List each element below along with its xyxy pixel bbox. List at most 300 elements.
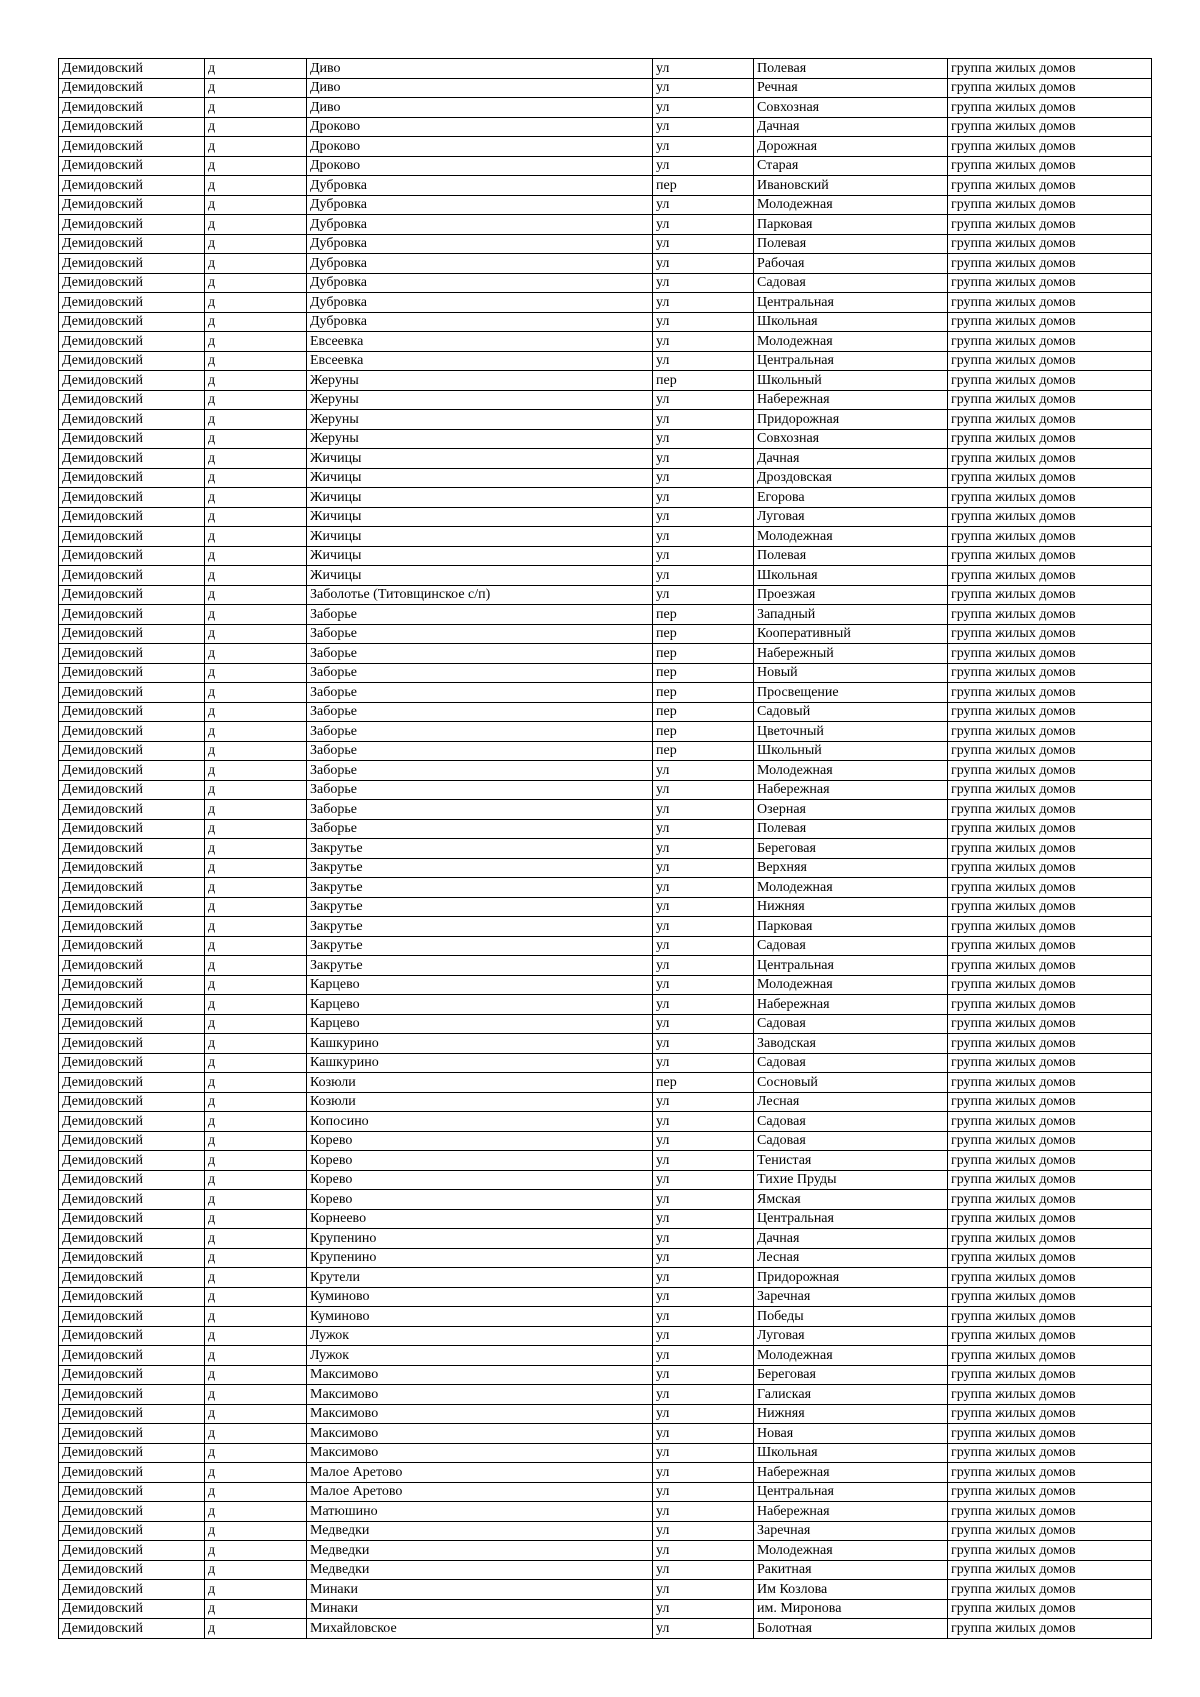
table-row [59, 839, 1152, 859]
table-row [59, 1365, 1152, 1385]
object-type-cell: группа жилых домов [948, 741, 1152, 761]
street-name-cell: Придорожная [754, 1268, 948, 1288]
district-cell: Демидовский [59, 1580, 205, 1600]
locality-type-cell: д [205, 1346, 307, 1366]
street-name-cell: Просвещение [754, 683, 948, 703]
locality-type-cell: д [205, 1151, 307, 1171]
street-name-cell: Молодежная [754, 761, 948, 781]
object-type-cell: группа жилых домов [948, 1385, 1152, 1405]
locality-name-cell: Медведки [307, 1560, 653, 1580]
street-name-cell: Речная [754, 78, 948, 98]
street-type-cell: ул [653, 1404, 754, 1424]
locality-type-cell: д [205, 215, 307, 235]
locality-name-cell: Дубровка [307, 195, 653, 215]
locality-name-cell: Минаки [307, 1580, 653, 1600]
locality-type-cell: д [205, 371, 307, 391]
object-type-cell: группа жилых домов [948, 1287, 1152, 1307]
locality-type-cell: д [205, 956, 307, 976]
locality-type-cell: д [205, 332, 307, 352]
district-cell: Демидовский [59, 1053, 205, 1073]
street-name-cell: Молодежная [754, 332, 948, 352]
object-type-cell: группа жилых домов [948, 1268, 1152, 1288]
district-cell: Демидовский [59, 1112, 205, 1132]
table-row [59, 1073, 1152, 1093]
district-cell: Демидовский [59, 449, 205, 469]
table-row [59, 741, 1152, 761]
object-type-cell: группа жилых домов [948, 1346, 1152, 1366]
object-type-cell: группа жилых домов [948, 156, 1152, 176]
object-type-cell: группа жилых домов [948, 98, 1152, 118]
street-type-cell: ул [653, 585, 754, 605]
table-row [59, 1619, 1152, 1639]
locality-name-cell: Заборье [307, 800, 653, 820]
object-type-cell: группа жилых домов [948, 1580, 1152, 1600]
district-cell: Демидовский [59, 176, 205, 196]
locality-type-cell: д [205, 390, 307, 410]
district-cell: Демидовский [59, 410, 205, 430]
locality-type-cell: д [205, 234, 307, 254]
table-row [59, 488, 1152, 508]
locality-type-cell: д [205, 1385, 307, 1405]
locality-name-cell: Крупенино [307, 1248, 653, 1268]
street-type-cell: ул [653, 1580, 754, 1600]
locality-type-cell: д [205, 1424, 307, 1444]
street-name-cell: Верхняя [754, 858, 948, 878]
street-type-cell: ул [653, 956, 754, 976]
locality-type-cell: д [205, 429, 307, 449]
street-type-cell: ул [653, 215, 754, 235]
district-cell: Демидовский [59, 1521, 205, 1541]
locality-name-cell: Закрутье [307, 858, 653, 878]
street-name-cell: Дачная [754, 1229, 948, 1249]
locality-type-cell: д [205, 351, 307, 371]
locality-type-cell: д [205, 1326, 307, 1346]
locality-type-cell: д [205, 741, 307, 761]
table-row [59, 527, 1152, 547]
object-type-cell: группа жилых домов [948, 273, 1152, 293]
locality-name-cell: Корево [307, 1170, 653, 1190]
street-name-cell: Егорова [754, 488, 948, 508]
locality-type-cell: д [205, 1190, 307, 1210]
object-type-cell: группа жилых домов [948, 780, 1152, 800]
street-type-cell: ул [653, 1092, 754, 1112]
table-row [59, 1112, 1152, 1132]
table-row [59, 1092, 1152, 1112]
table-row [59, 1346, 1152, 1366]
street-name-cell: Молодежная [754, 878, 948, 898]
locality-name-cell: Заборье [307, 819, 653, 839]
street-type-cell: ул [653, 1112, 754, 1132]
table-row [59, 1560, 1152, 1580]
street-name-cell: Полевая [754, 59, 948, 79]
locality-name-cell: Жеруны [307, 371, 653, 391]
locality-type-cell: д [205, 468, 307, 488]
street-type-cell: ул [653, 1385, 754, 1405]
street-name-cell: Центральная [754, 1209, 948, 1229]
district-cell: Демидовский [59, 507, 205, 527]
table-row [59, 449, 1152, 469]
table-row [59, 234, 1152, 254]
locality-type-cell: д [205, 819, 307, 839]
object-type-cell: группа жилых домов [948, 1560, 1152, 1580]
street-type-cell: пер [653, 371, 754, 391]
table-row [59, 1326, 1152, 1346]
street-type-cell: пер [653, 702, 754, 722]
table-row [59, 195, 1152, 215]
street-name-cell: Совхозная [754, 429, 948, 449]
street-type-cell: ул [653, 761, 754, 781]
street-name-cell: Кооперативный [754, 624, 948, 644]
object-type-cell: группа жилых домов [948, 1482, 1152, 1502]
table-row [59, 624, 1152, 644]
locality-name-cell: Заборье [307, 741, 653, 761]
locality-type-cell: д [205, 1365, 307, 1385]
street-type-cell: ул [653, 800, 754, 820]
district-cell: Демидовский [59, 995, 205, 1015]
district-cell: Демидовский [59, 78, 205, 98]
table-row [59, 371, 1152, 391]
locality-type-cell: д [205, 917, 307, 937]
table-row [59, 98, 1152, 118]
object-type-cell: группа жилых домов [948, 1404, 1152, 1424]
street-type-cell: ул [653, 1014, 754, 1034]
table-row [59, 1190, 1152, 1210]
street-type-cell: ул [653, 410, 754, 430]
district-cell: Демидовский [59, 1209, 205, 1229]
district-cell: Демидовский [59, 195, 205, 215]
street-type-cell: ул [653, 936, 754, 956]
street-name-cell: Новая [754, 1424, 948, 1444]
street-name-cell: Рабочая [754, 254, 948, 274]
object-type-cell: группа жилых домов [948, 1014, 1152, 1034]
street-name-cell: Озерная [754, 800, 948, 820]
object-type-cell: группа жилых домов [948, 839, 1152, 859]
locality-name-cell: Диво [307, 59, 653, 79]
street-name-cell: Молодежная [754, 527, 948, 547]
district-cell: Демидовский [59, 429, 205, 449]
object-type-cell: группа жилых домов [948, 468, 1152, 488]
district-cell: Демидовский [59, 722, 205, 742]
object-type-cell: группа жилых домов [948, 722, 1152, 742]
locality-name-cell: Диво [307, 98, 653, 118]
locality-type-cell: д [205, 761, 307, 781]
table-row [59, 878, 1152, 898]
table-row [59, 1014, 1152, 1034]
locality-type-cell: д [205, 780, 307, 800]
object-type-cell: группа жилых домов [948, 1365, 1152, 1385]
district-cell: Демидовский [59, 351, 205, 371]
district-cell: Демидовский [59, 741, 205, 761]
district-cell: Демидовский [59, 1365, 205, 1385]
district-cell: Демидовский [59, 137, 205, 157]
locality-type-cell: д [205, 566, 307, 586]
locality-type-cell: д [205, 1541, 307, 1561]
table-body [59, 59, 1152, 1639]
street-name-cell: Садовая [754, 1131, 948, 1151]
locality-name-cell: Заборье [307, 702, 653, 722]
object-type-cell: группа жилых домов [948, 858, 1152, 878]
object-type-cell: группа жилых домов [948, 702, 1152, 722]
locality-type-cell: д [205, 800, 307, 820]
object-type-cell: группа жилых домов [948, 683, 1152, 703]
locality-type-cell: д [205, 1248, 307, 1268]
street-type-cell: ул [653, 234, 754, 254]
street-type-cell: ул [653, 1346, 754, 1366]
table-row [59, 722, 1152, 742]
locality-name-cell: Куминово [307, 1307, 653, 1327]
street-name-cell: Лесная [754, 1248, 948, 1268]
locality-name-cell: Медведки [307, 1541, 653, 1561]
table-row [59, 1248, 1152, 1268]
table-row [59, 332, 1152, 352]
street-name-cell: Заречная [754, 1521, 948, 1541]
locality-name-cell: Заборье [307, 761, 653, 781]
locality-name-cell: Закрутье [307, 839, 653, 859]
district-cell: Демидовский [59, 1385, 205, 1405]
street-type-cell: пер [653, 624, 754, 644]
object-type-cell: группа жилых домов [948, 995, 1152, 1015]
locality-type-cell: д [205, 975, 307, 995]
object-type-cell: группа жилых домов [948, 1307, 1152, 1327]
locality-name-cell: Закрутье [307, 917, 653, 937]
locality-name-cell: Диво [307, 78, 653, 98]
object-type-cell: группа жилых домов [948, 1541, 1152, 1561]
locality-name-cell: Заболотье (Титовщинское с/п) [307, 585, 653, 605]
object-type-cell: группа жилых домов [948, 449, 1152, 469]
locality-type-cell: д [205, 1307, 307, 1327]
street-type-cell: ул [653, 1463, 754, 1483]
locality-type-cell: д [205, 1619, 307, 1639]
table-row [59, 137, 1152, 157]
district-cell: Демидовский [59, 644, 205, 664]
locality-name-cell: Закрутье [307, 936, 653, 956]
street-type-cell: ул [653, 507, 754, 527]
street-name-cell: Дачная [754, 117, 948, 137]
locality-type-cell: д [205, 156, 307, 176]
locality-name-cell: Максимово [307, 1424, 653, 1444]
district-cell: Демидовский [59, 897, 205, 917]
locality-name-cell: Жичицы [307, 527, 653, 547]
object-type-cell: группа жилых домов [948, 1248, 1152, 1268]
table-row [59, 1151, 1152, 1171]
table-row [59, 156, 1152, 176]
object-type-cell: группа жилых домов [948, 234, 1152, 254]
street-name-cell: Дорожная [754, 137, 948, 157]
object-type-cell: группа жилых домов [948, 527, 1152, 547]
table-row [59, 1268, 1152, 1288]
street-type-cell: пер [653, 663, 754, 683]
object-type-cell: группа жилых домов [948, 975, 1152, 995]
locality-type-cell: д [205, 1131, 307, 1151]
locality-type-cell: д [205, 312, 307, 332]
street-type-cell: ул [653, 1151, 754, 1171]
street-name-cell: Полевая [754, 546, 948, 566]
street-type-cell: ул [653, 1619, 754, 1639]
table-row [59, 1209, 1152, 1229]
street-type-cell: ул [653, 819, 754, 839]
locality-name-cell: Дроково [307, 117, 653, 137]
district-cell: Демидовский [59, 624, 205, 644]
table-row [59, 1463, 1152, 1483]
table-row [59, 273, 1152, 293]
street-type-cell: ул [653, 98, 754, 118]
street-name-cell: Заречная [754, 1287, 948, 1307]
locality-name-cell: Евсеевка [307, 332, 653, 352]
table-row [59, 176, 1152, 196]
locality-type-cell: д [205, 936, 307, 956]
table-row [59, 1229, 1152, 1249]
locality-type-cell: д [205, 1521, 307, 1541]
street-type-cell: ул [653, 527, 754, 547]
locality-name-cell: Заборье [307, 722, 653, 742]
locality-name-cell: Крупенино [307, 1229, 653, 1249]
object-type-cell: группа жилых домов [948, 1424, 1152, 1444]
district-cell: Демидовский [59, 390, 205, 410]
table-row [59, 215, 1152, 235]
street-name-cell: Парковая [754, 917, 948, 937]
street-name-cell: Набережная [754, 1502, 948, 1522]
table-row [59, 819, 1152, 839]
locality-type-cell: д [205, 858, 307, 878]
locality-name-cell: Карцево [307, 1014, 653, 1034]
district-cell: Демидовский [59, 1307, 205, 1327]
district-cell: Демидовский [59, 858, 205, 878]
locality-type-cell: д [205, 546, 307, 566]
street-type-cell: ул [653, 195, 754, 215]
district-cell: Демидовский [59, 215, 205, 235]
district-cell: Демидовский [59, 371, 205, 391]
street-type-cell: ул [653, 917, 754, 937]
street-type-cell: пер [653, 605, 754, 625]
street-type-cell: ул [653, 1190, 754, 1210]
object-type-cell: группа жилых домов [948, 624, 1152, 644]
street-type-cell: ул [653, 156, 754, 176]
district-cell: Демидовский [59, 1229, 205, 1249]
district-cell: Демидовский [59, 878, 205, 898]
street-name-cell: Болотная [754, 1619, 948, 1639]
district-cell: Демидовский [59, 1463, 205, 1483]
table-row [59, 975, 1152, 995]
street-name-cell: Центральная [754, 1482, 948, 1502]
locality-name-cell: Дубровка [307, 176, 653, 196]
object-type-cell: группа жилых домов [948, 371, 1152, 391]
table-row [59, 254, 1152, 274]
object-type-cell: группа жилых домов [948, 1209, 1152, 1229]
street-name-cell: Парковая [754, 215, 948, 235]
street-name-cell: Ракитная [754, 1560, 948, 1580]
object-type-cell: группа жилых домов [948, 1599, 1152, 1619]
locality-name-cell: Закрутье [307, 956, 653, 976]
locality-name-cell: Заборье [307, 624, 653, 644]
district-cell: Демидовский [59, 1092, 205, 1112]
street-name-cell: Набережная [754, 390, 948, 410]
locality-name-cell: Карцево [307, 995, 653, 1015]
table-row [59, 390, 1152, 410]
district-cell: Демидовский [59, 683, 205, 703]
locality-type-cell: д [205, 878, 307, 898]
street-name-cell: Набережный [754, 644, 948, 664]
locality-name-cell: Корево [307, 1190, 653, 1210]
locality-name-cell: Медведки [307, 1521, 653, 1541]
street-type-cell: ул [653, 468, 754, 488]
street-type-cell: пер [653, 683, 754, 703]
street-name-cell: Школьная [754, 566, 948, 586]
locality-name-cell: Максимово [307, 1365, 653, 1385]
locality-type-cell: д [205, 59, 307, 79]
locality-type-cell: д [205, 488, 307, 508]
locality-name-cell: Максимово [307, 1404, 653, 1424]
locality-name-cell: Копосино [307, 1112, 653, 1132]
object-type-cell: группа жилых домов [948, 137, 1152, 157]
locality-name-cell: Жичицы [307, 546, 653, 566]
district-cell: Демидовский [59, 1541, 205, 1561]
street-type-cell: ул [653, 137, 754, 157]
district-cell: Демидовский [59, 332, 205, 352]
object-type-cell: группа жилых домов [948, 1190, 1152, 1210]
object-type-cell: группа жилых домов [948, 1502, 1152, 1522]
object-type-cell: группа жилых домов [948, 878, 1152, 898]
street-name-cell: Набережная [754, 1463, 948, 1483]
locality-type-cell: д [205, 1112, 307, 1132]
street-name-cell: Центральная [754, 351, 948, 371]
locality-name-cell: Михайловское [307, 1619, 653, 1639]
locality-name-cell: Жеруны [307, 410, 653, 430]
street-name-cell: Садовая [754, 1112, 948, 1132]
locality-name-cell: Дубровка [307, 293, 653, 313]
table-row [59, 59, 1152, 79]
street-name-cell: Молодежная [754, 975, 948, 995]
street-type-cell: ул [653, 1560, 754, 1580]
locality-name-cell: Жичицы [307, 566, 653, 586]
district-cell: Демидовский [59, 761, 205, 781]
district-cell: Демидовский [59, 1619, 205, 1639]
table-row [59, 1404, 1152, 1424]
table-row [59, 312, 1152, 332]
street-name-cell: Тихие Пруды [754, 1170, 948, 1190]
district-cell: Демидовский [59, 1482, 205, 1502]
locality-type-cell: д [205, 1209, 307, 1229]
district-cell: Демидовский [59, 956, 205, 976]
locality-name-cell: Лужок [307, 1326, 653, 1346]
table-row [59, 1053, 1152, 1073]
street-name-cell: Новый [754, 663, 948, 683]
table-row [59, 78, 1152, 98]
street-type-cell: ул [653, 1034, 754, 1054]
street-name-cell: Дачная [754, 449, 948, 469]
locality-type-cell: д [205, 683, 307, 703]
street-name-cell: Набережная [754, 995, 948, 1015]
street-name-cell: Садовая [754, 1053, 948, 1073]
locality-type-cell: д [205, 1443, 307, 1463]
street-type-cell: ул [653, 254, 754, 274]
table-row [59, 1541, 1152, 1561]
object-type-cell: группа жилых домов [948, 1443, 1152, 1463]
street-type-cell: пер [653, 722, 754, 742]
table-row [59, 800, 1152, 820]
district-cell: Демидовский [59, 702, 205, 722]
street-name-cell: Заводская [754, 1034, 948, 1054]
locality-type-cell: д [205, 1229, 307, 1249]
locality-type-cell: д [205, 1580, 307, 1600]
table-row [59, 897, 1152, 917]
locality-type-cell: д [205, 722, 307, 742]
district-cell: Демидовский [59, 293, 205, 313]
district-cell: Демидовский [59, 1073, 205, 1093]
table-row [59, 566, 1152, 586]
locality-name-cell: Дубровка [307, 215, 653, 235]
table-row [59, 1580, 1152, 1600]
locality-type-cell: д [205, 1502, 307, 1522]
